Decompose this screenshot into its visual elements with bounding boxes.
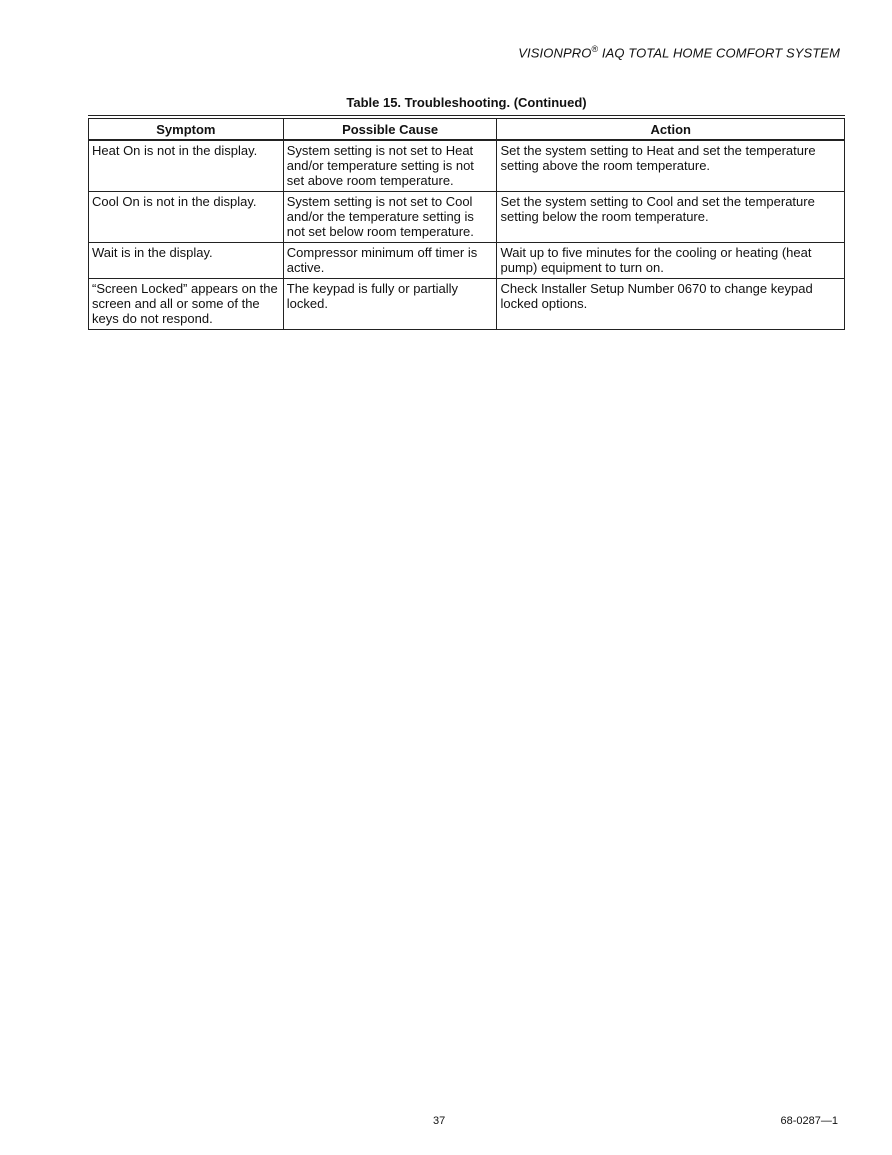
running-header: [518, 44, 840, 60]
action-cell: Set the system setting to Heat and set the temperature setting above the room temperature.: [497, 140, 845, 192]
page-number: 37: [433, 1115, 446, 1127]
registered-mark: ®: [591, 44, 599, 54]
table-row: [89, 279, 845, 330]
table-title: Table 15. Troubleshooting. (Continued): [346, 95, 587, 110]
cause-cell: Compressor minimum off timer is active.: [283, 243, 497, 279]
cause-cell: The keypad is fully or partially locked.: [283, 279, 497, 330]
troubleshooting-table: [88, 118, 845, 330]
action-cell: Wait up to five minutes for the cooling or heating (heat pump) equipment to turn on.: [497, 243, 845, 279]
symptom-cell: Wait is in the display.: [89, 243, 284, 279]
table-row: [89, 192, 845, 243]
symptom-cell: Cool On is not in the display.: [89, 192, 284, 243]
action-cell: Set the system setting to Cool and set the temperature setting below the room temperature.: [497, 192, 845, 243]
action-cell: Check Installer Setup Number 0670 to change keypad locked options.: [497, 279, 845, 330]
symptom-cell: “Screen Locked” appears on the screen and all or some of the keys do not respond.: [89, 279, 284, 330]
troubleshooting-table-wrapper: [88, 115, 845, 330]
column-header-symptom: Symptom: [89, 119, 284, 141]
cause-cell: System setting is not set to Cool and/or the temperature setting is not set below room temperature.: [283, 192, 497, 243]
symptom-cell: Heat On is not in the display.: [89, 140, 284, 192]
document-number: 68-0287—1: [780, 1115, 838, 1127]
cause-cell: System setting is not set to Heat and/or temperature setting is not set above room temperature.: [283, 140, 497, 192]
header-title: IAQ TOTAL HOME COMFORT SYSTEM: [598, 45, 840, 61]
column-header-action: Action: [497, 119, 845, 141]
column-header-possible-cause: Possible Cause: [283, 119, 497, 141]
table-row: [89, 243, 845, 279]
table-row: [89, 140, 845, 192]
header-brand: VISIONPRO: [518, 45, 592, 61]
table-header-row: [89, 119, 845, 141]
